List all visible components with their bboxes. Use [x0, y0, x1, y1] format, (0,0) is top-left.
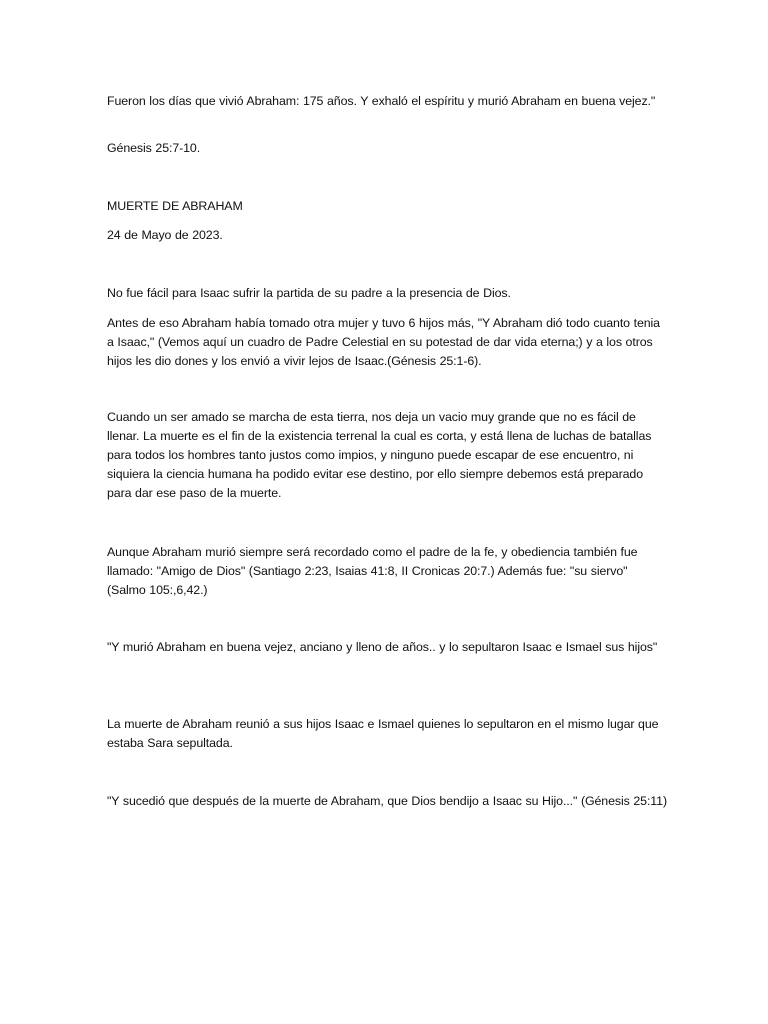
paragraph-other-sons: Antes de eso Abraham había tomado otra mujer y tuvo 6 hijos más, "Y Abraham dió todo cuanto tenia a Isaac," (Vemos aquí un cuadro de Padre Celestial en su potestad de dar vida eterna;) y a los otros hijos les dio dones y los envió a vivir lejos de Isaac.(Génesis 25:1-6). — [107, 316, 660, 368]
document-date: 24 de Mayo de 2023. — [107, 228, 223, 242]
paragraph-father-of-faith: Aunque Abraham murió siempre será recordado como el padre de la fe, y obediencia también fue llamado: "Amigo de Dios" (Santiago 2:23, Isaias 41:8, II Cronicas 20:7.) Además fue: "su siervo" (Salmo 105:,6,42.) — [107, 545, 638, 597]
paragraph-verse-reference: Génesis 25:7-10. — [107, 141, 201, 155]
document-title: MUERTE DE ABRAHAM — [107, 199, 243, 213]
paragraph-isaac-loss: No fue fácil para Isaac sufrir la partida de su padre a la presencia de Dios. — [107, 286, 511, 300]
paragraph-death-reflection: Cuando un ser amado se marcha de esta tierra, nos deja un vacio muy grande que no es fácil de llenar. La muerte es el fin de la existencia terrenal la cual es corta, y está llena de luchas de batallas para todos los hombres tanto justos como impios, y ninguno puede escapar de ese encuentro, ni siquiera la ciencia humana ha podido evitar ese destino, por ello siempre debemos está preparado para dar ese paso de la muerte. — [107, 410, 652, 500]
paragraph-sons-reunited: La muerte de Abraham reunió a sus hijos Isaac e Ismael quienes lo sepultaron en el mismo lugar que estaba Sara sepultada. — [107, 717, 659, 750]
paragraph-verse-quote: Fueron los días que vivió Abraham: 175 años. Y exhaló el espíritu y murió Abraham en buena vejez." — [107, 94, 656, 108]
paragraph-burial-quote: "Y murió Abraham en buena vejez, anciano y lleno de años.. y lo sepultaron Isaac e Ismael sus hijos" — [107, 640, 658, 654]
paragraph-blessing-quote: "Y sucedió que después de la muerte de Abraham, que Dios bendijo a Isaac su Hijo..." (Génesis 25:11) — [107, 794, 667, 808]
